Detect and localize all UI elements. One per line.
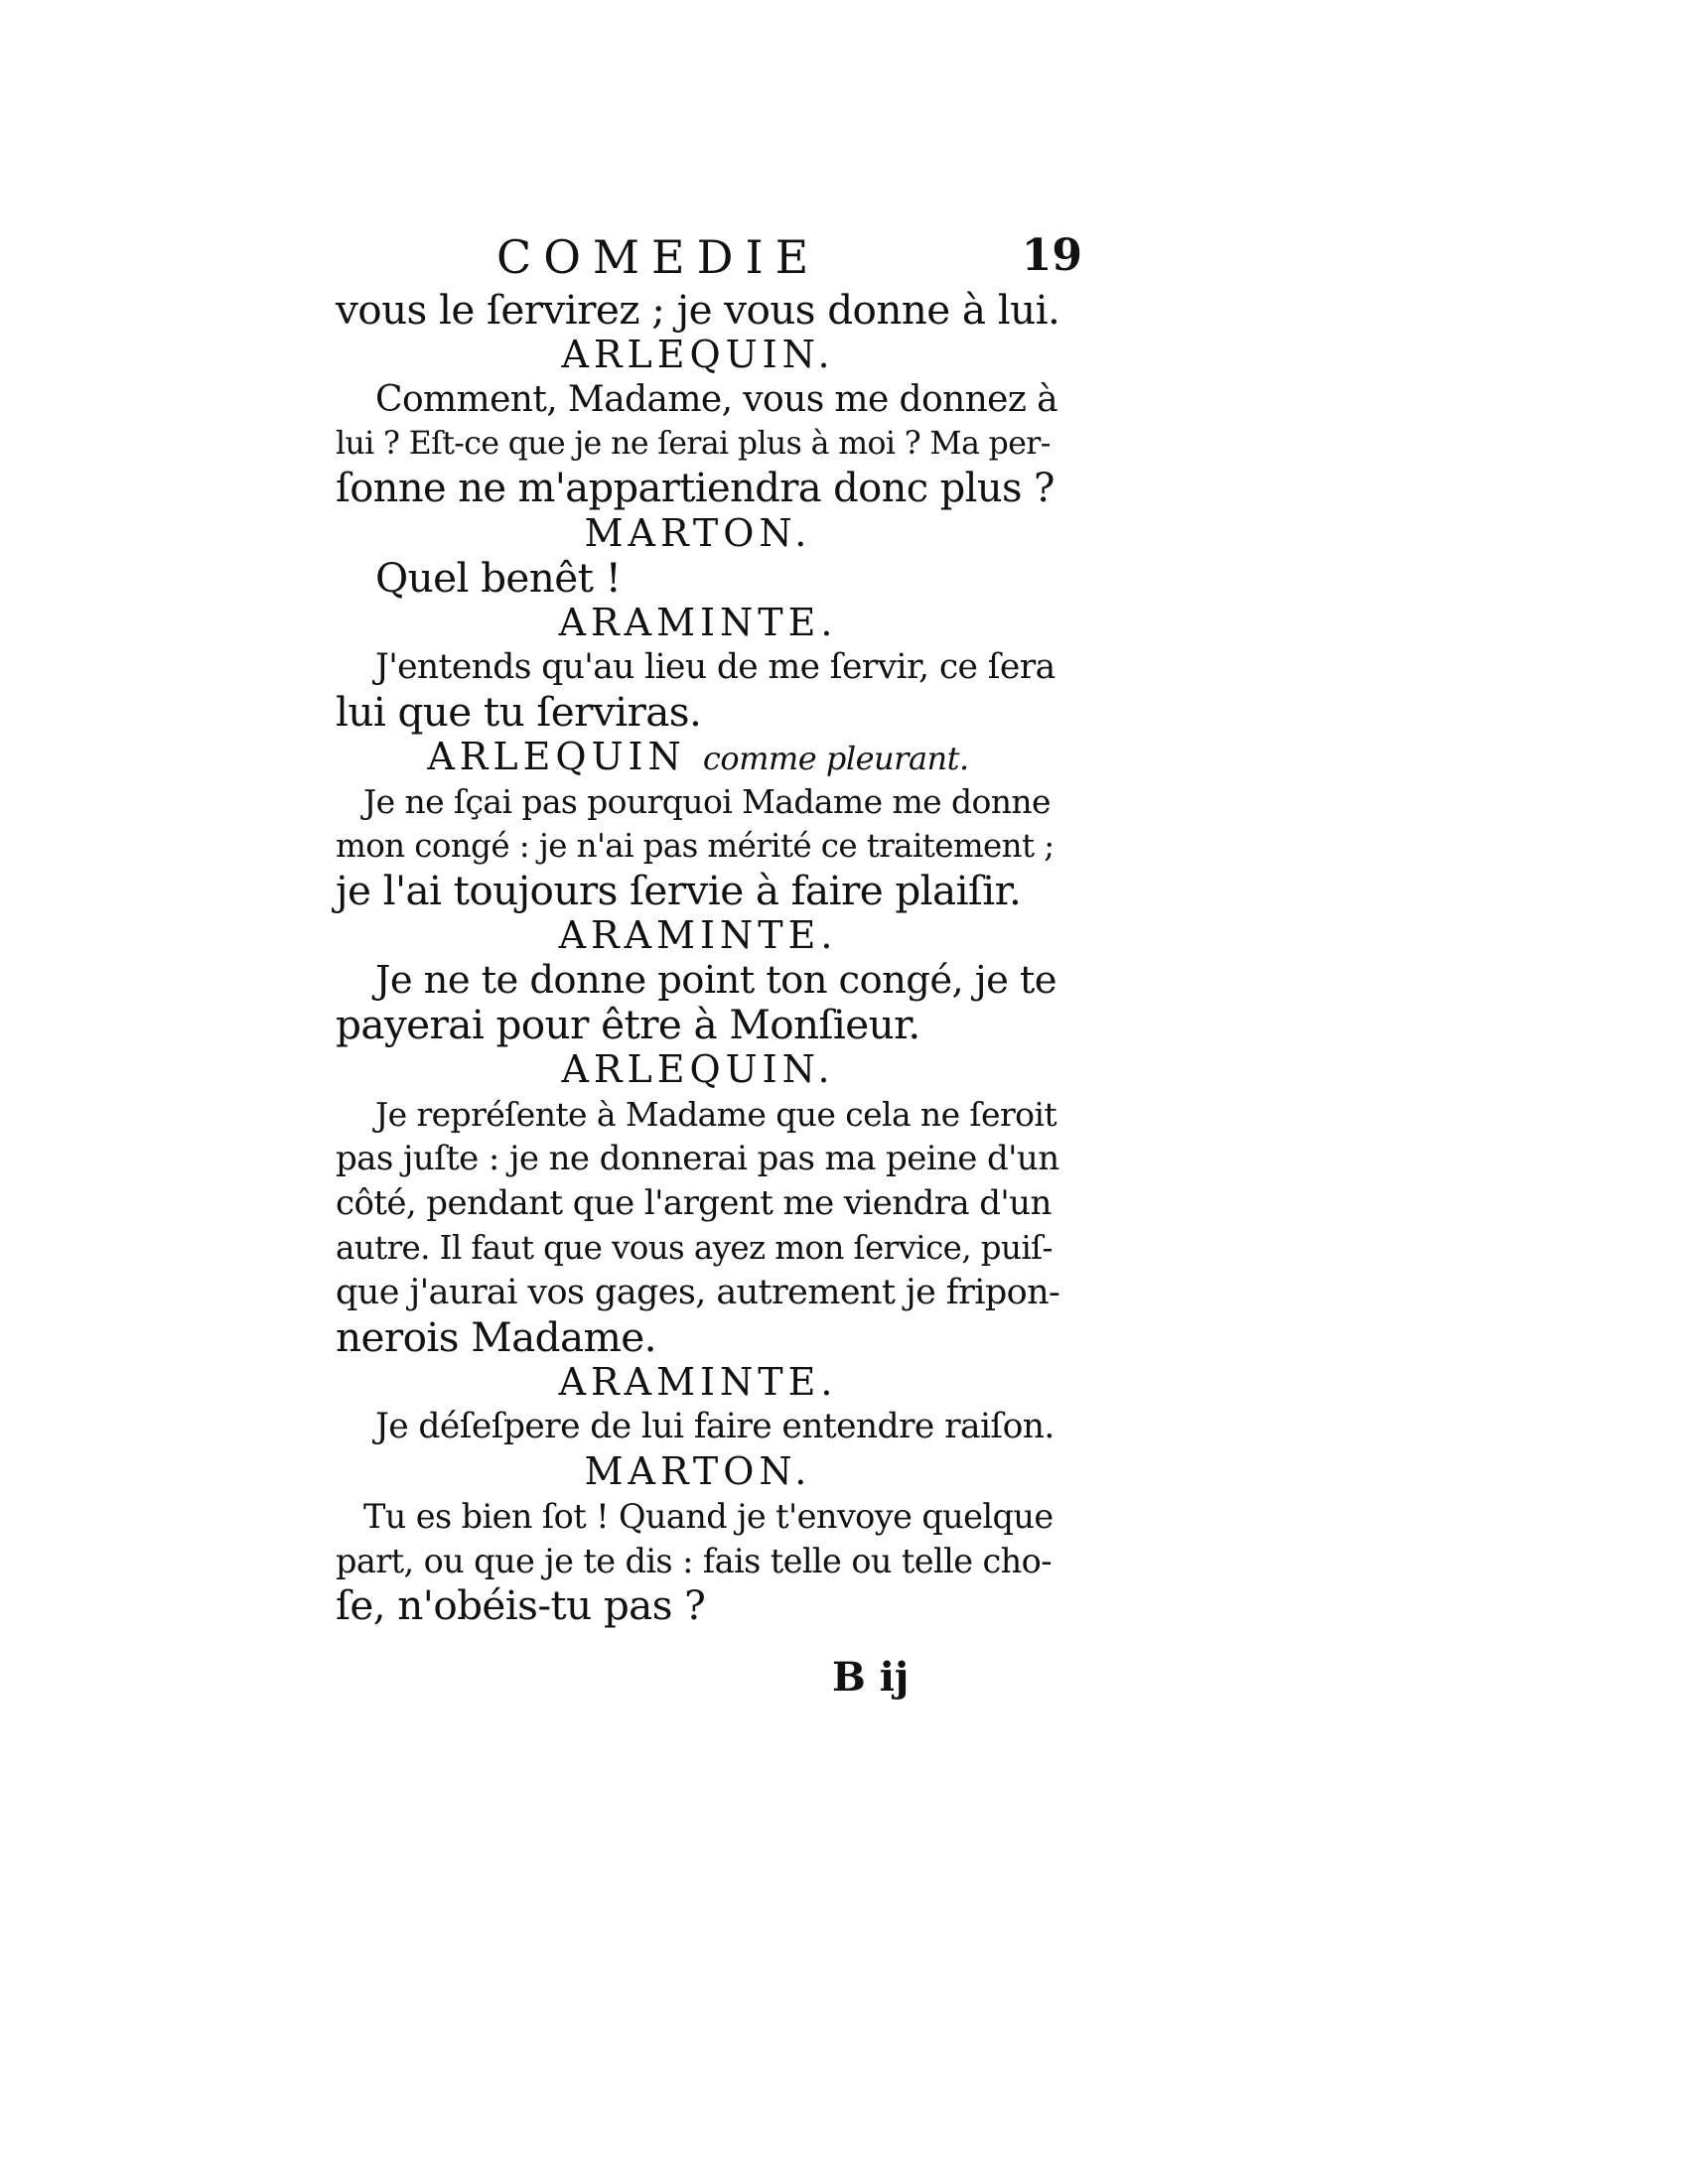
speaker-name — [336, 1449, 1060, 1494]
page-number: 19 — [1021, 230, 1082, 281]
page-header — [348, 230, 1082, 290]
text-line: lui ? Eſt-ce que je ne ſerai plus à moi ? Ma per- — [336, 426, 1051, 462]
speaker-label: ARAMINTE. — [558, 601, 838, 644]
speaker-name — [336, 601, 1060, 645]
text-line: part, ou que je te dis : fais telle ou telle cho- — [336, 1542, 1052, 1580]
text-line: ſonne ne m'appartiendra donc plus ? — [336, 466, 1055, 511]
speaker-name — [336, 333, 1060, 377]
speaker-name — [336, 735, 1060, 779]
text-line: Je repréſente à Madame que cela ne ſeroit — [375, 1095, 1056, 1134]
speaker-label: MARTON. — [584, 1449, 812, 1493]
text-line: vous le ſervirez ; je vous donne à lui. — [336, 286, 1060, 334]
text-line: J'entends qu'au lieu de me ſervir, ce ſera — [375, 647, 1055, 687]
text-line: pas juſte : je ne donnerai pas ma peine d'un — [336, 1139, 1059, 1178]
text-line: lui que tu ſerviras. — [336, 688, 702, 736]
text-line: Je déſeſpere de lui faire entendre raiſon. — [375, 1407, 1055, 1446]
speaker-label: ARLEQUIN. — [561, 333, 835, 376]
speaker-name — [336, 913, 1060, 958]
text-line: je l'ai toujours ſervie à faire plaiſir. — [336, 867, 1022, 914]
running-title: COMEDIE — [496, 230, 821, 284]
text-line: ſe, n'obéis-tu pas ? — [336, 1581, 706, 1629]
stage-direction: comme pleurant. — [702, 740, 969, 777]
speaker-label: MARTON. — [584, 511, 812, 555]
speaker-label: ARLEQUIN — [427, 735, 686, 778]
signature-mark: B ij — [832, 1654, 910, 1701]
text-line: Tu es bien ſot ! Quand je t'envoye quelque — [363, 1497, 1054, 1536]
text-line: Je ne ſçai pas pourquoi Madame me donne — [363, 782, 1051, 821]
text-line: Je ne te donne point ton congé, je te — [375, 958, 1056, 1003]
speaker-name — [336, 1360, 1060, 1405]
speaker-label: ARLEQUIN. — [561, 1047, 835, 1091]
text-line: nerois Madame. — [336, 1313, 656, 1361]
text-line: côté, pendant que l'argent me viendra d'un — [336, 1183, 1052, 1223]
speaker-label: ARAMINTE. — [558, 1360, 838, 1404]
text-line: payerai pour être à Monſieur. — [336, 1001, 920, 1048]
play-text — [336, 288, 1060, 1628]
text-line: Comment, Madame, vous me donnez à — [375, 379, 1057, 420]
speaker-name — [336, 511, 1060, 556]
text-line: autre. Il faut que vous ayez mon ſervice, puiſ- — [336, 1229, 1053, 1267]
text-line: que j'aurai vos gages, autrement je fripon- — [336, 1273, 1060, 1312]
speaker-name — [336, 1047, 1060, 1092]
text-line: Quel benêt ! — [375, 554, 622, 602]
text-line: mon congé : je n'ai pas mérité ce traitement ; — [336, 827, 1055, 865]
speaker-label: ARAMINTE. — [558, 913, 838, 957]
